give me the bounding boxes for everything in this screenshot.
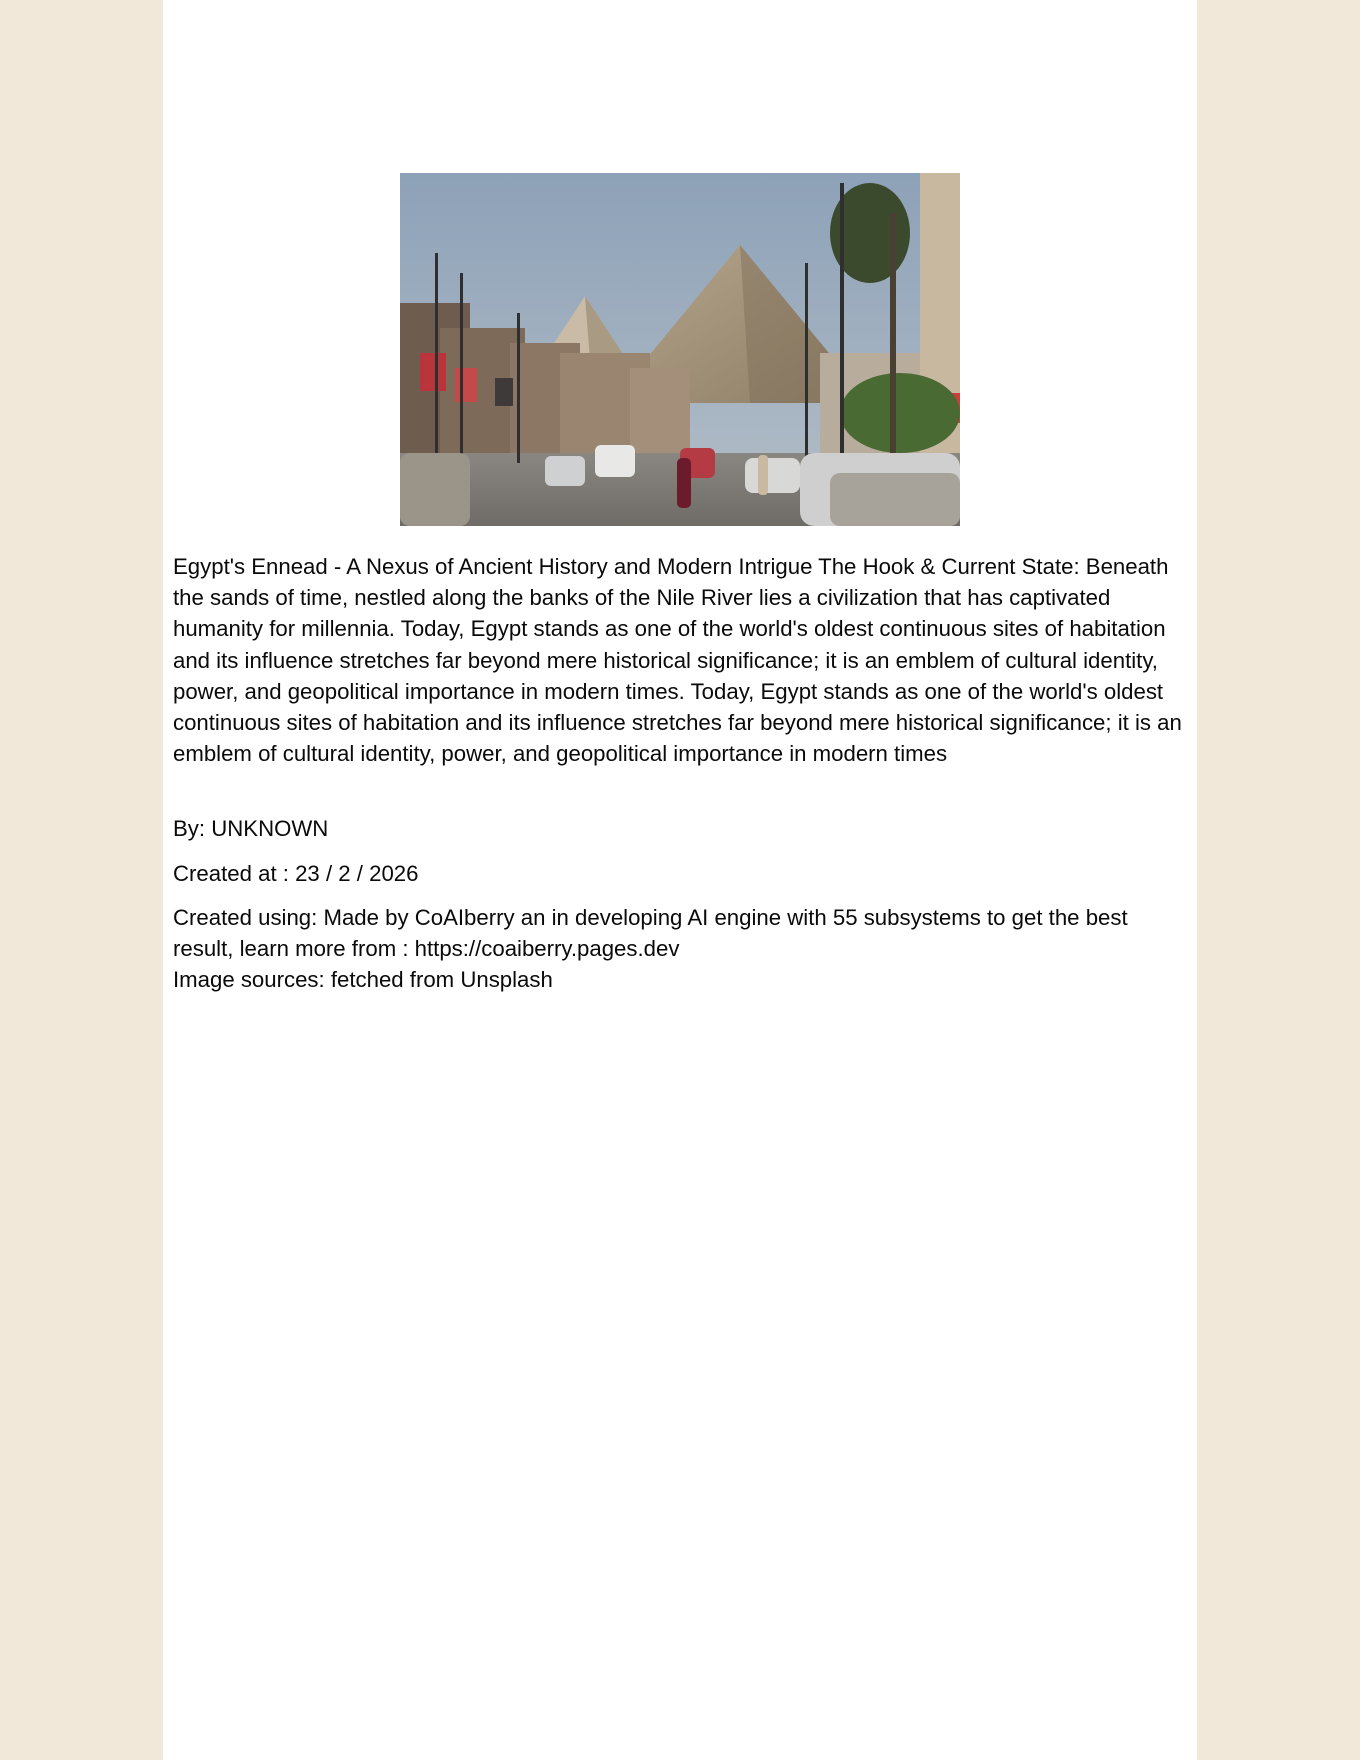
image-sources-line: Image sources: fetched from Unsplash bbox=[173, 967, 553, 993]
created-at-line: Created at : 23 / 2 / 2026 bbox=[173, 860, 419, 886]
document-page bbox=[163, 0, 1197, 1760]
created-using-line: Created using: Made by CoAIberry an in developing AI engine with 55 subsystems to get the best result, learn more from : https://coaiberry.pages.dev bbox=[173, 904, 1128, 962]
hero-image bbox=[400, 173, 960, 526]
credits-block bbox=[173, 902, 1189, 996]
article-content bbox=[173, 551, 1189, 995]
article-body: Egypt's Ennead - A Nexus of Ancient History and Modern Intrigue The Hook & Current State: Beneath the sands of time, nestled along the banks of the Nile River lies a civilization that has captivated humanity for millennia. Today, Egypt stands as one of the world's oldest continuous sites of habitation and its influence stretches far beyond mere historical significance; it is an emblem of cultural identity, power, and geopolitical importance in modern times. Today, Egypt stands as one of the world's oldest continuous sites of habitation and its influence stretches far beyond mere historical significance; it is an emblem of cultural identity, power, and geopolitical importance in modern times bbox=[173, 554, 1182, 767]
pyramids-street-photo bbox=[400, 173, 960, 526]
author-line: By: UNKNOWN bbox=[173, 816, 329, 842]
